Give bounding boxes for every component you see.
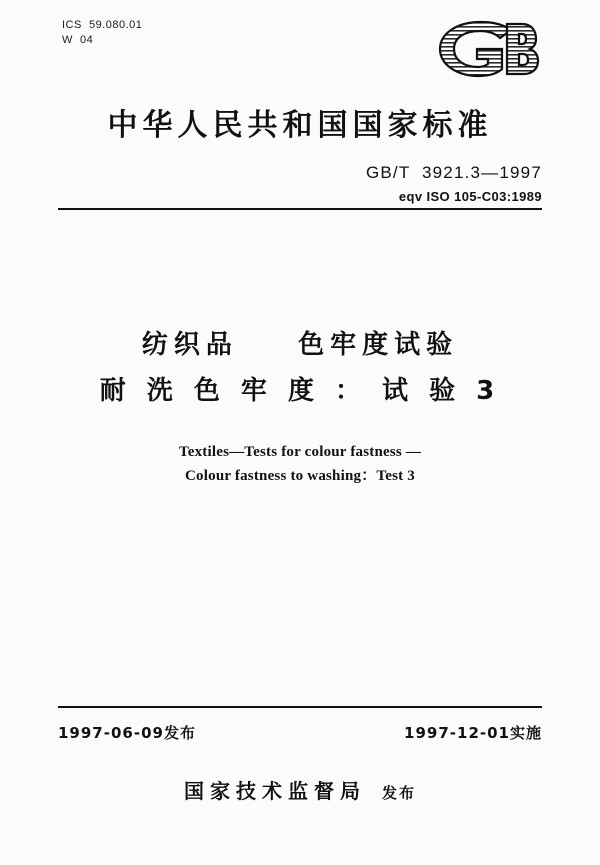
title-english-line-1: Textiles—Tests for colour fastness — <box>178 444 422 460</box>
publisher-block <box>0 775 600 804</box>
page-title: 中华人民共和国国家标准 <box>107 108 493 143</box>
title-chinese-line-2: 耐 洗 色 牢 度 ： 试 验 3 <box>99 376 501 406</box>
standard-number: GB/T 3921.3—1997 <box>365 163 542 182</box>
issue-date: 1997-06-09发布 <box>58 724 196 742</box>
date-row <box>58 722 542 743</box>
title-english <box>0 440 600 488</box>
standard-equivalence: eqv ISO 105-C03:1989 <box>398 189 542 204</box>
divider-bottom <box>58 706 542 708</box>
document-title-zone <box>0 322 600 488</box>
ics-classification-block <box>62 18 142 48</box>
divider-top <box>58 208 542 210</box>
title-chinese-line-1: 纺织品 色牢度试验 <box>141 330 459 360</box>
effective-date: 1997-12-01实施 <box>404 724 542 742</box>
ics-code-line: ICS 59.080.01 <box>62 19 143 31</box>
publisher-organization: 国家技术监督局 <box>183 779 366 803</box>
gb-emblem-icon <box>432 18 540 80</box>
title-english-line-2: Colour fastness to washing：Test 3 <box>185 468 415 484</box>
publisher-verb: 发布 <box>381 784 416 802</box>
standard-number-block <box>366 163 542 204</box>
ccs-code-line: W 04 <box>62 34 94 46</box>
